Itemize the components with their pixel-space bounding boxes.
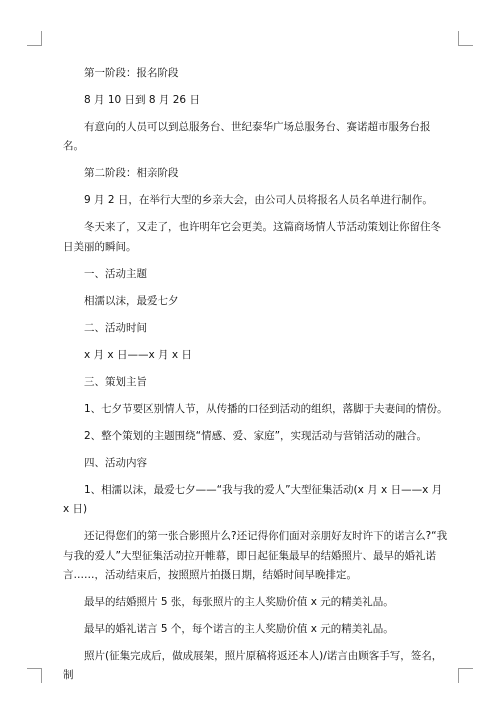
paragraph-stage-one-title: 第一阶段：报名阶段 — [84, 67, 179, 79]
paragraph-time-text: x 月 x 日——x 月 x 日 — [84, 348, 192, 361]
crop-mark-top-left — [27, 31, 42, 46]
paragraph-stage-two-title: 第二阶段：相亲阶段 — [84, 167, 179, 180]
paragraph-winter-intro: 冬天来了，又走了，也许明年它会更美。这篇商场情人节活动策划让你留住冬日美丽的瞬间。 — [63, 221, 441, 253]
paragraph-purpose-2: 2、整个策划的主题围绕“情感、爱、家庭”，实现活动与营销活动的融合。 — [84, 429, 428, 442]
crop-mark-top-right — [458, 31, 473, 46]
paragraph-stage-two-info: 9 月 2 日，在举行大型的乡亲大会，由公司人员将报名人员名单进行制作。 — [84, 194, 433, 207]
heading-activity-theme: 一、活动主题 — [84, 267, 147, 280]
paragraph-photo-note: 照片(征集完成后，做成展架，照片原稿将返还本人)/诺言由顾客手写，签名，制 — [63, 650, 443, 682]
crop-mark-bottom-right — [458, 668, 473, 683]
heading-activity-time: 二、活动时间 — [84, 321, 147, 334]
paragraph-registration-info: 有意向的人员可以到总服务台、世纪泰华广场总服务台、赛诺超市服务台报名。 — [63, 121, 431, 153]
paragraph-content-description: 还记得您们的第一张合影照片么?还记得你们面对亲朋好友时许下的诺言么?“我与我的爱人”大型征集活动拉开帷幕，即日起征集最早的结婚照片、最早的婚礼诺言……，活动结束后，按照照片拍摄日期，结婚时间早晚排定。 — [63, 530, 448, 582]
paragraph-theme-text: 相濡以沫，最爱七夕 — [84, 294, 179, 307]
crop-mark-bottom-left — [27, 668, 42, 683]
document-body — [63, 64, 448, 693]
paragraph-stage-one-date: 8 月 10 日到 8 月 26 日 — [84, 94, 200, 106]
paragraph-prize-vows: 最早的婚礼诺言 5 个，每个诺言的主人奖励价值 x 元的精美礼品。 — [84, 623, 394, 636]
paragraph-purpose-1: 1、七夕节要区别情人节，从传播的口径到活动的组织，落脚于夫妻间的情份。 — [84, 402, 448, 415]
paragraph-prize-photos: 最早的结婚照片 5 张，每张照片的主人奖励价值 x 元的精美礼品。 — [84, 596, 394, 609]
heading-planning-purpose: 三、策划主旨 — [84, 375, 147, 388]
paragraph-content-1: 1、相濡以沫，最爱七夕——“我与我的爱人”大型征集活动(x 月 x 日——x 月 x 日) — [63, 483, 443, 516]
heading-activity-content: 四、活动内容 — [84, 456, 147, 469]
